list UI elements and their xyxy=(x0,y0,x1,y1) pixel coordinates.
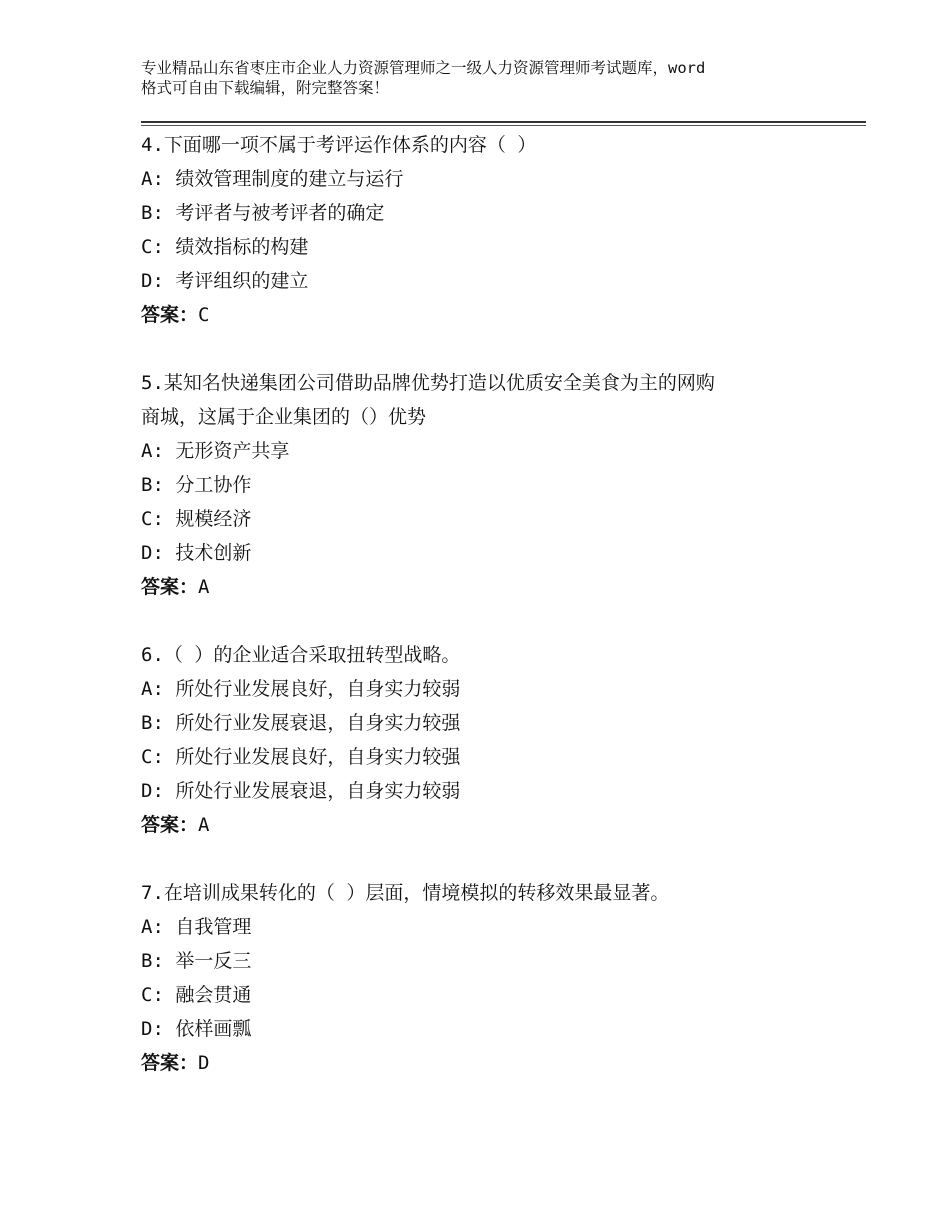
answer-label: 答案： xyxy=(141,576,199,598)
option-a: A: 所处行业发展良好，自身实力较弱 xyxy=(141,678,461,700)
question-4 xyxy=(141,128,861,332)
header-title-line-2: 格式可自由下载编辑，附完整答案！ xyxy=(141,79,390,97)
answer-value: A xyxy=(198,814,210,836)
question-stem: 6.（ ）的企业适合采取扭转型战略。 xyxy=(141,644,461,666)
question-stem-line-1: 5.某知名快递集团公司借助品牌优势打造以优质安全美食为主的网购 xyxy=(141,372,715,394)
answer-line xyxy=(141,298,861,332)
answer-value: D xyxy=(198,1052,210,1074)
option-c: C: 绩效指标的构建 xyxy=(141,236,309,258)
option-c: C: 融会贯通 xyxy=(141,984,252,1006)
option-a: A: 无形资产共享 xyxy=(141,440,290,462)
answer-line xyxy=(141,1046,861,1080)
question-stem-line-2: 商城，这属于企业集团的（）优势 xyxy=(141,406,427,428)
option-b: B: 分工协作 xyxy=(141,474,252,496)
question-6 xyxy=(141,638,861,842)
question-stem: 4.下面哪一项不属于考评运作体系的内容（ ） xyxy=(141,134,537,156)
question-5 xyxy=(141,366,861,604)
option-b: B: 举一反三 xyxy=(141,950,252,972)
option-d: D: 所处行业发展衰退，自身实力较弱 xyxy=(141,780,461,802)
header-divider-thick xyxy=(141,121,866,123)
question-stem: 7.在培训成果转化的（ ）层面，情境模拟的转移效果最显著。 xyxy=(141,882,670,904)
answer-line xyxy=(141,570,861,604)
header-divider-thin xyxy=(141,125,866,126)
option-d: D: 技术创新 xyxy=(141,542,252,564)
answer-label: 答案： xyxy=(141,1052,199,1074)
answer-line xyxy=(141,808,861,842)
option-c: C: 所处行业发展良好，自身实力较强 xyxy=(141,746,461,768)
option-b: B: 所处行业发展衰退，自身实力较强 xyxy=(141,712,461,734)
answer-label: 答案： xyxy=(141,814,199,836)
answer-label: 答案： xyxy=(141,304,199,326)
option-d: D: 考评组织的建立 xyxy=(141,270,309,292)
header-title-line-1: 专业精品山东省枣庄市企业人力资源管理师之一级人力资源管理师考试题库，word xyxy=(141,59,706,77)
question-7 xyxy=(141,876,861,1080)
option-c: C: 规模经济 xyxy=(141,508,252,530)
document-header xyxy=(141,58,841,98)
answer-value: A xyxy=(198,576,210,598)
option-b: B: 考评者与被考评者的确定 xyxy=(141,202,385,224)
answer-value: C xyxy=(198,304,210,326)
question-list xyxy=(141,128,861,1080)
option-d: D: 依样画瓢 xyxy=(141,1018,252,1040)
option-a: A: 自我管理 xyxy=(141,916,252,938)
option-a: A: 绩效管理制度的建立与运行 xyxy=(141,168,404,190)
